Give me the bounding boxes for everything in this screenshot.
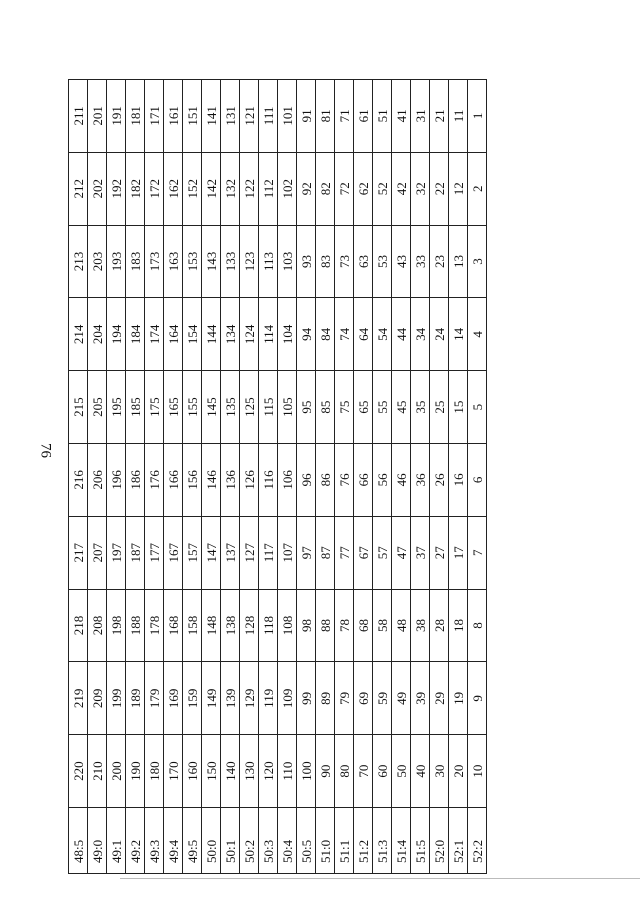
table-row: [354, 80, 373, 874]
table-cell: 168: [164, 589, 183, 662]
table-cell: 50: [392, 735, 411, 808]
row-label: 49:4: [164, 808, 183, 874]
data-table: [68, 79, 487, 874]
table-cell: 99: [297, 662, 316, 735]
table-cell: 211: [69, 80, 88, 153]
table-cell: 112: [259, 152, 278, 225]
row-label: 52:1: [449, 808, 468, 874]
table-cell: 117: [259, 516, 278, 589]
table-row: [449, 80, 468, 874]
row-label: 49:0: [88, 808, 107, 874]
table-cell: 154: [183, 298, 202, 371]
table-cell: 68: [354, 589, 373, 662]
table-cell: 165: [164, 371, 183, 444]
table-cell: 38: [411, 589, 430, 662]
row-label: 51:4: [392, 808, 411, 874]
table-cell: 186: [126, 444, 145, 517]
table-cell: 179: [145, 662, 164, 735]
table-cell: 88: [316, 589, 335, 662]
table-cell: 87: [316, 516, 335, 589]
table-row: [107, 80, 126, 874]
row-label: 51:5: [411, 808, 430, 874]
table-cell: 135: [221, 371, 240, 444]
row-label: 50:2: [240, 808, 259, 874]
table-cell: 40: [411, 735, 430, 808]
row-label: 49:1: [107, 808, 126, 874]
table-cell: 198: [107, 589, 126, 662]
table-cell: 202: [88, 152, 107, 225]
table-cell: 52: [373, 152, 392, 225]
table-cell: 9: [468, 662, 487, 735]
table-cell: 160: [183, 735, 202, 808]
table-cell: 95: [297, 371, 316, 444]
table-row: [411, 80, 430, 874]
table-cell: 143: [202, 225, 221, 298]
table-cell: 20: [449, 735, 468, 808]
table-cell: 82: [316, 152, 335, 225]
table-cell: 170: [164, 735, 183, 808]
table-cell: 181: [126, 80, 145, 153]
table-cell: 43: [392, 225, 411, 298]
table-cell: 180: [145, 735, 164, 808]
table-cell: 190: [126, 735, 145, 808]
table-cell: 7: [468, 516, 487, 589]
table-cell: 91: [297, 80, 316, 153]
table-cell: 219: [69, 662, 88, 735]
table-cell: 216: [69, 444, 88, 517]
table-cell: 215: [69, 371, 88, 444]
table-cell: 10: [468, 735, 487, 808]
table-cell: 76: [335, 444, 354, 517]
table-row: [335, 80, 354, 874]
table-cell: 78: [335, 589, 354, 662]
table-cell: 171: [145, 80, 164, 153]
row-label: 48:5: [69, 808, 88, 874]
table-cell: 145: [202, 371, 221, 444]
table-cell: 18: [449, 589, 468, 662]
table-cell: 11: [449, 80, 468, 153]
table-row: [221, 80, 240, 874]
table-cell: 175: [145, 371, 164, 444]
table-cell: 193: [107, 225, 126, 298]
table-cell: 66: [354, 444, 373, 517]
table-row: [468, 80, 487, 874]
table-cell: 167: [164, 516, 183, 589]
table-cell: 121: [240, 80, 259, 153]
table-cell: 195: [107, 371, 126, 444]
table-cell: 123: [240, 225, 259, 298]
table-cell: 79: [335, 662, 354, 735]
table-cell: 102: [278, 152, 297, 225]
table-cell: 35: [411, 371, 430, 444]
table-cell: 48: [392, 589, 411, 662]
table-row: [240, 80, 259, 874]
table-cell: 63: [354, 225, 373, 298]
table-cell: 86: [316, 444, 335, 517]
table-cell: 73: [335, 225, 354, 298]
table-cell: 21: [430, 80, 449, 153]
table-row: [145, 80, 164, 874]
table-cell: 46: [392, 444, 411, 517]
table-cell: 119: [259, 662, 278, 735]
row-label: 49:2: [126, 808, 145, 874]
table-cell: 173: [145, 225, 164, 298]
table-row: [392, 80, 411, 874]
table-cell: 85: [316, 371, 335, 444]
table-cell: 47: [392, 516, 411, 589]
table-cell: 57: [373, 516, 392, 589]
table-cell: 184: [126, 298, 145, 371]
table-cell: 81: [316, 80, 335, 153]
table-cell: 115: [259, 371, 278, 444]
table-cell: 54: [373, 298, 392, 371]
table-cell: 220: [69, 735, 88, 808]
table-cell: 105: [278, 371, 297, 444]
table-row: [164, 80, 183, 874]
table-cell: 25: [430, 371, 449, 444]
page-number: 76: [37, 443, 54, 458]
table-cell: 176: [145, 444, 164, 517]
table-cell: 201: [88, 80, 107, 153]
table-cell: 83: [316, 225, 335, 298]
table-cell: 29: [430, 662, 449, 735]
table-cell: 166: [164, 444, 183, 517]
table-cell: 103: [278, 225, 297, 298]
table-cell: 30: [430, 735, 449, 808]
table-cell: 200: [107, 735, 126, 808]
table-cell: 144: [202, 298, 221, 371]
row-label: 51:1: [335, 808, 354, 874]
table-cell: 210: [88, 735, 107, 808]
table-cell: 183: [126, 225, 145, 298]
table-cell: 156: [183, 444, 202, 517]
table-cell: 89: [316, 662, 335, 735]
table-cell: 33: [411, 225, 430, 298]
table-cell: 142: [202, 152, 221, 225]
table-row: [297, 80, 316, 874]
table-cell: 114: [259, 298, 278, 371]
table-cell: 106: [278, 444, 297, 517]
table-cell: 188: [126, 589, 145, 662]
table-cell: 207: [88, 516, 107, 589]
table-cell: 140: [221, 735, 240, 808]
table-cell: 100: [297, 735, 316, 808]
table-cell: 34: [411, 298, 430, 371]
table-cell: 134: [221, 298, 240, 371]
table-cell: 6: [468, 444, 487, 517]
table-row: [88, 80, 107, 874]
row-label: 49:5: [183, 808, 202, 874]
table-cell: 45: [392, 371, 411, 444]
table-cell: 132: [221, 152, 240, 225]
table-cell: 64: [354, 298, 373, 371]
table-cell: 94: [297, 298, 316, 371]
table-cell: 174: [145, 298, 164, 371]
table-row: [373, 80, 392, 874]
table-cell: 147: [202, 516, 221, 589]
table-row: [126, 80, 145, 874]
row-label: 51:0: [316, 808, 335, 874]
table-cell: 208: [88, 589, 107, 662]
table-cell: 178: [145, 589, 164, 662]
table-cell: 23: [430, 225, 449, 298]
table-cell: 137: [221, 516, 240, 589]
table-cell: 125: [240, 371, 259, 444]
row-label: 50:3: [259, 808, 278, 874]
rotated-table-container: [68, 79, 485, 874]
table-cell: 42: [392, 152, 411, 225]
row-label: 50:0: [202, 808, 221, 874]
table-cell: 96: [297, 444, 316, 517]
table-cell: 153: [183, 225, 202, 298]
table-cell: 65: [354, 371, 373, 444]
table-cell: 197: [107, 516, 126, 589]
table-cell: 120: [259, 735, 278, 808]
row-label: 52:0: [430, 808, 449, 874]
table-cell: 185: [126, 371, 145, 444]
table-cell: 157: [183, 516, 202, 589]
table-cell: 58: [373, 589, 392, 662]
table-cell: 146: [202, 444, 221, 517]
table-row: [430, 80, 449, 874]
row-label: 52:2: [468, 808, 487, 874]
table-row: [259, 80, 278, 874]
page-bottom-edge: [120, 878, 640, 879]
table-cell: 14: [449, 298, 468, 371]
table-cell: 122: [240, 152, 259, 225]
table-cell: 44: [392, 298, 411, 371]
table-cell: 212: [69, 152, 88, 225]
table-cell: 55: [373, 371, 392, 444]
table-cell: 28: [430, 589, 449, 662]
table-cell: 155: [183, 371, 202, 444]
table-cell: 93: [297, 225, 316, 298]
table-cell: 24: [430, 298, 449, 371]
table-cell: 187: [126, 516, 145, 589]
table-cell: 12: [449, 152, 468, 225]
table-cell: 32: [411, 152, 430, 225]
table-cell: 128: [240, 589, 259, 662]
table-cell: 70: [354, 735, 373, 808]
table-cell: 69: [354, 662, 373, 735]
table-row: [202, 80, 221, 874]
table-cell: 97: [297, 516, 316, 589]
table-cell: 151: [183, 80, 202, 153]
table-cell: 141: [202, 80, 221, 153]
row-label: 51:2: [354, 808, 373, 874]
table-cell: 36: [411, 444, 430, 517]
table-cell: 67: [354, 516, 373, 589]
table-cell: 118: [259, 589, 278, 662]
table-cell: 75: [335, 371, 354, 444]
table-cell: 192: [107, 152, 126, 225]
table-cell: 92: [297, 152, 316, 225]
table-cell: 1: [468, 80, 487, 153]
table-cell: 206: [88, 444, 107, 517]
table-cell: 77: [335, 516, 354, 589]
table-cell: 159: [183, 662, 202, 735]
table-cell: 107: [278, 516, 297, 589]
table-cell: 31: [411, 80, 430, 153]
table-cell: 136: [221, 444, 240, 517]
table-cell: 133: [221, 225, 240, 298]
table-cell: 2: [468, 152, 487, 225]
table-cell: 191: [107, 80, 126, 153]
row-label: 50:5: [297, 808, 316, 874]
table-cell: 71: [335, 80, 354, 153]
row-label: 50:4: [278, 808, 297, 874]
table-cell: 59: [373, 662, 392, 735]
table-cell: 16: [449, 444, 468, 517]
table-cell: 213: [69, 225, 88, 298]
table-row: [316, 80, 335, 874]
table-cell: 110: [278, 735, 297, 808]
table-cell: 104: [278, 298, 297, 371]
table-cell: 13: [449, 225, 468, 298]
table-cell: 111: [259, 80, 278, 153]
table-cell: 177: [145, 516, 164, 589]
table-cell: 61: [354, 80, 373, 153]
table-cell: 129: [240, 662, 259, 735]
table-cell: 203: [88, 225, 107, 298]
table-cell: 108: [278, 589, 297, 662]
table-cell: 26: [430, 444, 449, 517]
row-label: 50:1: [221, 808, 240, 874]
table-cell: 17: [449, 516, 468, 589]
table-cell: 80: [335, 735, 354, 808]
table-row: [278, 80, 297, 874]
table-row: [69, 80, 88, 874]
table-cell: 217: [69, 516, 88, 589]
table-cell: 199: [107, 662, 126, 735]
table-cell: 84: [316, 298, 335, 371]
table-cell: 164: [164, 298, 183, 371]
table-cell: 172: [145, 152, 164, 225]
table-cell: 189: [126, 662, 145, 735]
table-body: [69, 80, 487, 874]
table-cell: 124: [240, 298, 259, 371]
table-cell: 15: [449, 371, 468, 444]
table-cell: 152: [183, 152, 202, 225]
table-cell: 205: [88, 371, 107, 444]
table-cell: 126: [240, 444, 259, 517]
table-cell: 196: [107, 444, 126, 517]
table-cell: 72: [335, 152, 354, 225]
row-label: 49:3: [145, 808, 164, 874]
table-cell: 22: [430, 152, 449, 225]
table-cell: 4: [468, 298, 487, 371]
table-cell: 101: [278, 80, 297, 153]
table-cell: 37: [411, 516, 430, 589]
table-cell: 8: [468, 589, 487, 662]
row-label: 51:3: [373, 808, 392, 874]
table-cell: 209: [88, 662, 107, 735]
table-cell: 39: [411, 662, 430, 735]
table-cell: 194: [107, 298, 126, 371]
table-cell: 113: [259, 225, 278, 298]
table-cell: 163: [164, 225, 183, 298]
table-cell: 62: [354, 152, 373, 225]
table-cell: 162: [164, 152, 183, 225]
table-cell: 56: [373, 444, 392, 517]
table-cell: 116: [259, 444, 278, 517]
table-cell: 109: [278, 662, 297, 735]
table-cell: 139: [221, 662, 240, 735]
table-cell: 3: [468, 225, 487, 298]
table-cell: 150: [202, 735, 221, 808]
table-cell: 51: [373, 80, 392, 153]
table-cell: 161: [164, 80, 183, 153]
table-cell: 158: [183, 589, 202, 662]
table-cell: 182: [126, 152, 145, 225]
table-cell: 41: [392, 80, 411, 153]
table-cell: 90: [316, 735, 335, 808]
table-cell: 49: [392, 662, 411, 735]
table-cell: 60: [373, 735, 392, 808]
table-cell: 27: [430, 516, 449, 589]
table-cell: 5: [468, 371, 487, 444]
table-cell: 19: [449, 662, 468, 735]
table-cell: 130: [240, 735, 259, 808]
table-cell: 131: [221, 80, 240, 153]
table-cell: 148: [202, 589, 221, 662]
table-row: [183, 80, 202, 874]
table-cell: 218: [69, 589, 88, 662]
table-cell: 98: [297, 589, 316, 662]
table-cell: 53: [373, 225, 392, 298]
table-cell: 127: [240, 516, 259, 589]
table-cell: 149: [202, 662, 221, 735]
table-cell: 138: [221, 589, 240, 662]
table-cell: 74: [335, 298, 354, 371]
table-cell: 204: [88, 298, 107, 371]
table-cell: 214: [69, 298, 88, 371]
table-cell: 169: [164, 662, 183, 735]
